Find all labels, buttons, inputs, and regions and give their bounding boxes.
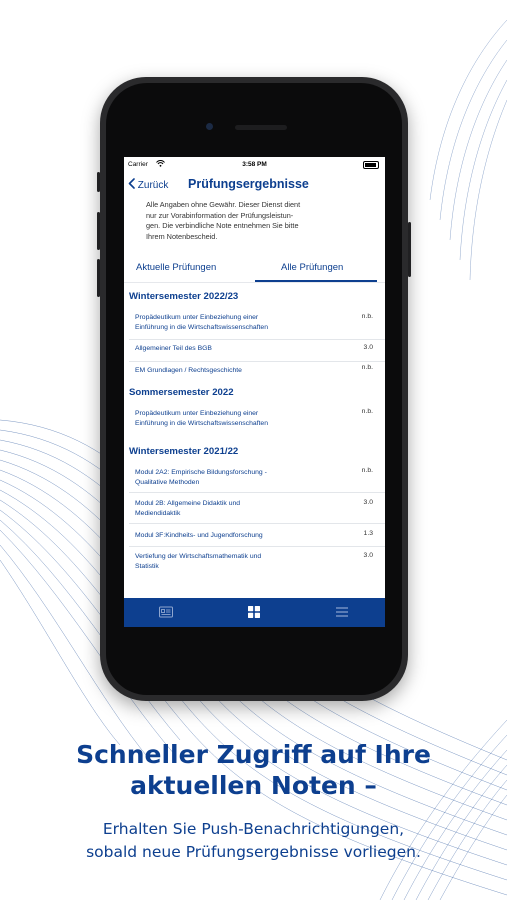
headline-line: Schneller Zugriff auf Ihre: [76, 740, 431, 769]
battery-icon: [363, 161, 379, 169]
exam-grade: 3.0: [363, 499, 373, 506]
phone-power-button: [408, 222, 411, 277]
list-item[interactable]: [135, 344, 335, 354]
list-item[interactable]: [135, 366, 335, 376]
disclaimer-line: Alle Angaben ohne Gewähr. Dieser Dienst dient: [146, 200, 301, 209]
divider: [129, 361, 385, 362]
section-title: Wintersemester 2022/23: [129, 291, 239, 302]
headline-line: aktuellen Noten –: [130, 771, 377, 800]
exam-grade: 3.0: [363, 344, 373, 351]
back-button[interactable]: [128, 178, 168, 191]
disclaimer-line: gen. Die verbindliche Note entnehmen Sie bitte: [146, 221, 299, 230]
menu-icon[interactable]: [334, 604, 350, 620]
speaker-grille: [235, 125, 287, 130]
divider: [129, 339, 385, 340]
app-screen: [124, 157, 385, 627]
status-time: 3:58 PM: [242, 161, 267, 168]
exam-name-line: Statistik: [135, 563, 159, 570]
phone-volume-down: [97, 259, 100, 297]
subline: [0, 818, 507, 864]
list-item[interactable]: [135, 409, 335, 429]
page-title: Prüfungsergebnisse: [188, 177, 309, 191]
grid-icon[interactable]: [246, 604, 262, 620]
exam-grade: n.b.: [361, 364, 373, 371]
exam-name-line: Einführung in die Wirtschaftswissenschaften: [135, 420, 268, 427]
section-title: Sommersemester 2022: [129, 387, 234, 398]
exam-grade: n.b.: [361, 313, 373, 320]
exam-name-line: Propädeutikum unter Einbeziehung einer: [135, 314, 259, 321]
list-item[interactable]: [135, 313, 335, 333]
exam-name-line: Mediendidaktik: [135, 510, 181, 517]
section-title: Wintersemester 2021/22: [129, 446, 239, 457]
list-item[interactable]: [135, 552, 335, 572]
list-item[interactable]: [135, 468, 335, 488]
subline-line: Erhalten Sie Push-Benachrichtigungen,: [102, 820, 405, 838]
headline: [0, 739, 507, 801]
tab-bar: [124, 598, 385, 627]
divider: [129, 546, 385, 547]
divider: [129, 492, 385, 493]
chevron-left-icon: [128, 178, 135, 189]
exam-grade: 1.3: [363, 530, 373, 537]
exam-name-line: EM Grundlagen / Rechtsgeschichte: [135, 367, 242, 374]
carrier-label: Carrier: [128, 161, 148, 168]
status-bar: [124, 157, 385, 173]
list-item[interactable]: [135, 499, 335, 519]
exam-grade: 3.0: [363, 552, 373, 559]
disclaimer-line: nur zur Vorabinformation der Prüfungsleistun-: [146, 210, 294, 220]
divider: [124, 282, 385, 283]
exam-name-line: Einführung in die Wirtschaftswissenschaften: [135, 324, 268, 331]
list-item[interactable]: [135, 531, 335, 541]
exam-grade: n.b.: [361, 467, 373, 474]
back-label: Zurück: [137, 180, 169, 191]
id-card-icon[interactable]: [158, 604, 174, 620]
exam-name-line: Allgemeiner Teil des BGB: [135, 345, 212, 352]
exam-name-line: Qualitative Methoden: [135, 479, 200, 486]
phone-silent-switch: [97, 172, 100, 192]
exam-name-line: Modul 2A2: Empirische Bildungsforschung -: [135, 469, 267, 476]
divider: [129, 523, 385, 524]
exam-name-line: Modul 2B: Allgemeine Didaktik und: [135, 500, 241, 507]
camera-icon: [206, 123, 213, 130]
nav-bar: [124, 175, 385, 197]
subline-line: sobald neue Prüfungsergebnisse vorliegen.: [86, 843, 421, 861]
exam-name-line: Propädeutikum unter Einbeziehung einer: [135, 410, 259, 417]
disclaimer-text: [146, 200, 376, 242]
disclaimer-line: Ihrem Notenbescheid.: [146, 231, 218, 241]
exam-name-line: Modul 3F:Kindheits- und Jugendforschung: [135, 532, 263, 539]
phone-volume-up: [97, 212, 100, 250]
exam-name-line: Vertiefung der Wirtschaftsmathematik und: [135, 553, 262, 560]
exam-grade: n.b.: [361, 408, 373, 415]
tab-all-exams[interactable]: Alle Prüfungen: [281, 262, 344, 273]
segmented-tabs: [124, 258, 385, 282]
tab-current-exams[interactable]: Aktuelle Prüfungen: [136, 262, 217, 273]
